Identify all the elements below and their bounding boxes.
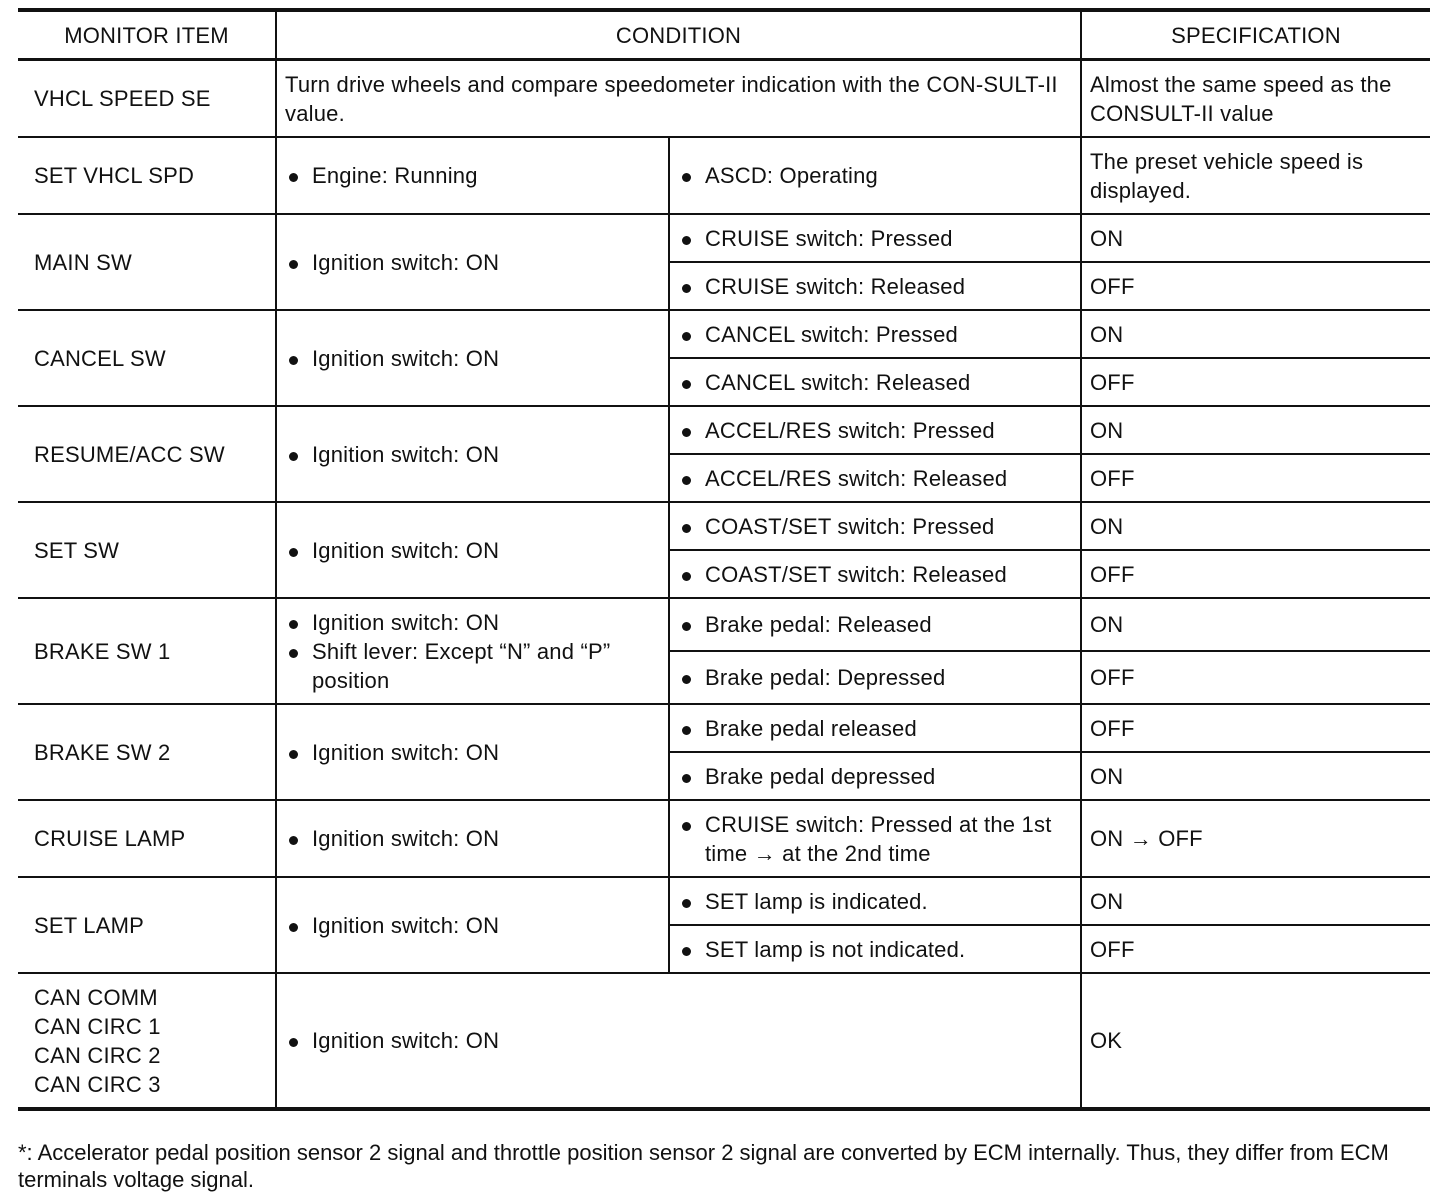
monitor-item: BRAKE SW 1 [18,598,276,704]
bullet-item: COAST/SET switch: Released [678,560,1072,589]
can-item-line: CAN CIRC 1 [34,1013,161,1039]
specification-cell: OFF [1081,358,1430,406]
monitor-item: CANCEL SW [18,310,276,406]
specification-cell: OK [1081,973,1430,1109]
condition-cell [276,598,669,704]
table-row [18,973,1430,1109]
table-row [18,704,1430,752]
bullet-item: Brake pedal: Depressed [678,663,1072,692]
sub-condition-cell [669,310,1081,358]
specification-cell: OFF [1081,925,1430,973]
monitor-item: BRAKE SW 2 [18,704,276,800]
bullet-item: Brake pedal released [678,714,1072,743]
can-item-line: CAN COMM [34,984,158,1010]
table-row [18,60,1430,138]
specification-cell: The preset vehicle speed is displayed. [1081,137,1430,214]
header-monitor-item: MONITOR ITEM [18,10,276,60]
monitor-item: CRUISE LAMP [18,800,276,877]
monitor-item: RESUME/ACC SW [18,406,276,502]
monitor-item: SET SW [18,502,276,598]
specification-cell: ON [1081,310,1430,358]
table-row [18,800,1430,877]
bullet-item: Ignition switch: ON [285,248,660,277]
header-row [18,10,1430,60]
specification-cell: ON [1081,598,1430,651]
bullet-item: Ignition switch: ON [285,911,660,940]
sub-condition-cell [669,651,1081,704]
specification-cell: Almost the same speed as the CONSULT-II value [1081,60,1430,138]
condition-cell [276,800,669,877]
sub-condition-cell [669,406,1081,454]
bullet-item: Ignition switch: ON [285,536,660,565]
specification-cell: OFF [1081,704,1430,752]
condition-cell [276,406,669,502]
table-row [18,598,1430,651]
sub-condition-cell [669,800,1081,877]
bullet-item: ACCEL/RES switch: Pressed [678,416,1072,445]
sub-condition-cell [669,704,1081,752]
bullet-item: Ignition switch: ON [285,1026,1072,1055]
bullet-item: Ignition switch: ON [285,738,660,767]
bullet-item: SET lamp is not indicated. [678,935,1072,964]
monitor-item: VHCL SPEED SE [18,60,276,138]
bullet-item: CANCEL switch: Pressed [678,320,1072,349]
specification-cell: ON [1081,214,1430,262]
condition-cell [276,310,669,406]
table-row [18,137,1430,214]
specification-cell: OFF [1081,651,1430,704]
table-row [18,214,1430,262]
sub-condition-cell [669,214,1081,262]
sub-condition-cell [669,358,1081,406]
bullet-item: CRUISE switch: Pressed [678,224,1072,253]
bullet-item: COAST/SET switch: Pressed [678,512,1072,541]
condition-cell [276,137,669,214]
bullet-item: CANCEL switch: Released [678,368,1072,397]
bullet-item: ASCD: Operating [678,161,1072,190]
monitor-item [18,973,276,1109]
condition-cell [276,214,669,310]
table-row [18,877,1430,925]
condition-cell: Turn drive wheels and compare speedometer indication with the CON-SULT-II value. [276,60,1081,138]
specification-cell: ON → OFF [1081,800,1430,877]
table-row [18,502,1430,550]
bullet-item: Engine: Running [285,161,660,190]
sub-condition-cell [669,925,1081,973]
specification-cell: OFF [1081,550,1430,598]
monitor-spec-table [18,8,1430,1111]
sub-condition-cell [669,752,1081,800]
sub-condition-cell [669,137,1081,214]
footnote: *: Accelerator pedal position sensor 2 signal and throttle position sensor 2 signal are converted by ECM internally. Thus, they differ from ECM terminals voltage signal. [18,1140,1389,1192]
specification-cell: ON [1081,502,1430,550]
can-item-line: CAN CIRC 3 [34,1071,161,1097]
sub-condition-cell [669,550,1081,598]
header-specification: SPECIFICATION [1081,10,1430,60]
can-item-line: CAN CIRC 2 [34,1042,161,1068]
table-row [18,406,1430,454]
bullet-item: CRUISE switch: Pressed at the 1st time → at the 2nd time [678,810,1072,868]
sub-condition-cell [669,262,1081,310]
header-condition: CONDITION [276,10,1081,60]
sub-condition-cell [669,598,1081,651]
bullet-item: Ignition switch: ON [285,608,660,637]
specification-cell: ON [1081,406,1430,454]
specification-cell: ON [1081,877,1430,925]
bullet-item: Shift lever: Except “N” and “P” position [285,637,660,695]
bullet-item: ACCEL/RES switch: Released [678,464,1072,493]
bullet-item: Ignition switch: ON [285,440,660,469]
sub-condition-cell [669,454,1081,502]
condition-cell [276,877,669,973]
condition-cell [276,973,1081,1109]
bullet-item: SET lamp is indicated. [678,887,1072,916]
specification-cell: ON [1081,752,1430,800]
table-row [18,310,1430,358]
bullet-item: Brake pedal: Released [678,610,1072,639]
sub-condition-cell [669,502,1081,550]
sub-condition-cell [669,877,1081,925]
bullet-item: Ignition switch: ON [285,344,660,373]
specification-cell: OFF [1081,454,1430,502]
specification-cell: OFF [1081,262,1430,310]
monitor-item: SET LAMP [18,877,276,973]
monitor-item: MAIN SW [18,214,276,310]
condition-cell [276,704,669,800]
bullet-item: Ignition switch: ON [285,824,660,853]
bullet-item: CRUISE switch: Released [678,272,1072,301]
condition-cell [276,502,669,598]
bullet-item: Brake pedal depressed [678,762,1072,791]
monitor-item: SET VHCL SPD [18,137,276,214]
